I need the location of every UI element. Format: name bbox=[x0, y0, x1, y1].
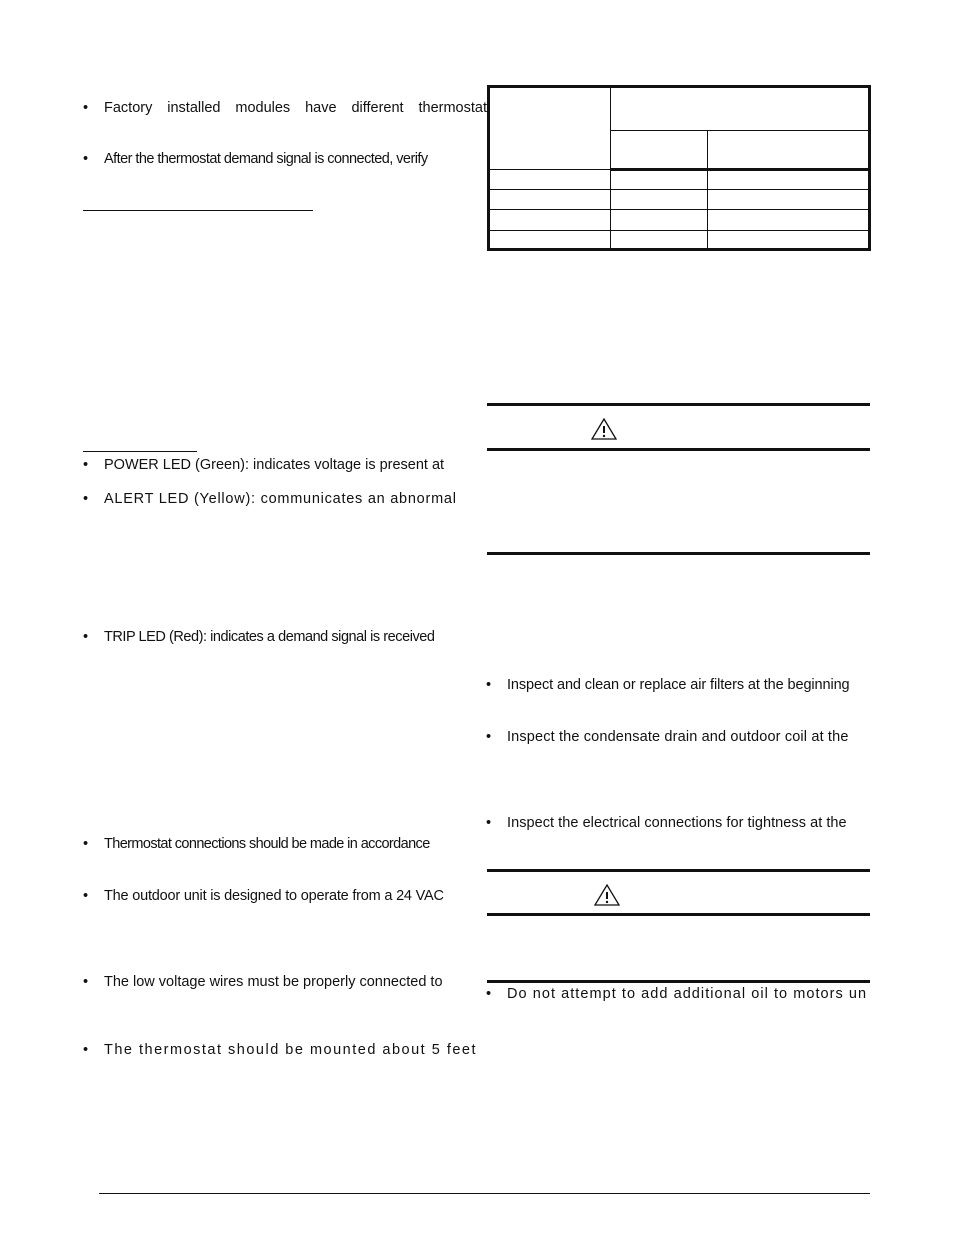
table-header-cell bbox=[708, 131, 870, 170]
bullet-dot: • bbox=[83, 457, 89, 473]
warning-top-rule bbox=[487, 403, 870, 406]
table-row bbox=[489, 189, 870, 210]
warning-header-rule bbox=[487, 913, 870, 916]
list-item-text: The low voltage wires must be properly connected to bbox=[104, 974, 443, 990]
list-item-text: The outdoor unit is designed to operate from a 24 VAC bbox=[104, 888, 444, 904]
list-item-text: POWER LED (Green): indicates voltage is present at bbox=[104, 457, 445, 473]
list-item-text: Do not attempt to add additional oil to motors un bbox=[507, 986, 868, 1002]
table-header-cell bbox=[611, 131, 708, 170]
warning-bottom-rule bbox=[487, 552, 870, 555]
table-row bbox=[489, 210, 870, 231]
section-heading-rule bbox=[83, 451, 197, 452]
list-item-text: Inspect the condensate drain and outdoor coil at the bbox=[507, 729, 849, 745]
bullet-dot: • bbox=[83, 974, 89, 990]
warning-triangle-icon bbox=[594, 884, 620, 906]
bullet-dot: • bbox=[486, 677, 491, 693]
warning-bottom-rule bbox=[487, 980, 870, 983]
bullet-dot: • bbox=[83, 100, 89, 116]
list-item-text: ALERT LED (Yellow): communicates an abnormal bbox=[104, 491, 457, 507]
warning-triangle-icon bbox=[591, 418, 617, 440]
bullet-dot: • bbox=[83, 491, 89, 507]
warning-header-rule bbox=[487, 448, 870, 451]
section-heading-rule bbox=[83, 210, 313, 211]
list-item-text: Inspect and clean or replace air filters at the beginning bbox=[507, 677, 850, 693]
list-item-text: Inspect the electrical connections for tightness at the bbox=[507, 815, 847, 831]
list-item-text: TRIP LED (Red): indicates a demand signal is received bbox=[104, 629, 435, 645]
list-item-text: The thermostat should be mounted about 5 feet bbox=[104, 1042, 478, 1058]
table-row bbox=[489, 230, 870, 250]
bullet-dot: • bbox=[486, 815, 492, 831]
list-item-text: Thermostat connections should be made in accordance bbox=[104, 836, 430, 852]
bullet-dot: • bbox=[83, 629, 88, 645]
bullet-dot: • bbox=[83, 1042, 90, 1058]
table-header-cell bbox=[489, 87, 611, 170]
bullet-dot: • bbox=[83, 888, 88, 904]
bullet-dot: • bbox=[486, 986, 493, 1002]
table-row bbox=[489, 170, 870, 189]
bullet-dot: • bbox=[486, 729, 492, 745]
bullet-dot: • bbox=[83, 151, 88, 167]
footer-rule bbox=[99, 1193, 870, 1194]
warning-top-rule bbox=[487, 869, 870, 872]
table-header-cell bbox=[611, 87, 870, 131]
list-item-text: Factory installed modules have different thermostat bbox=[104, 100, 487, 116]
bullet-dot: • bbox=[83, 836, 88, 852]
specification-table bbox=[487, 85, 871, 251]
list-item-text: After the thermostat demand signal is connected, verify bbox=[104, 151, 428, 167]
